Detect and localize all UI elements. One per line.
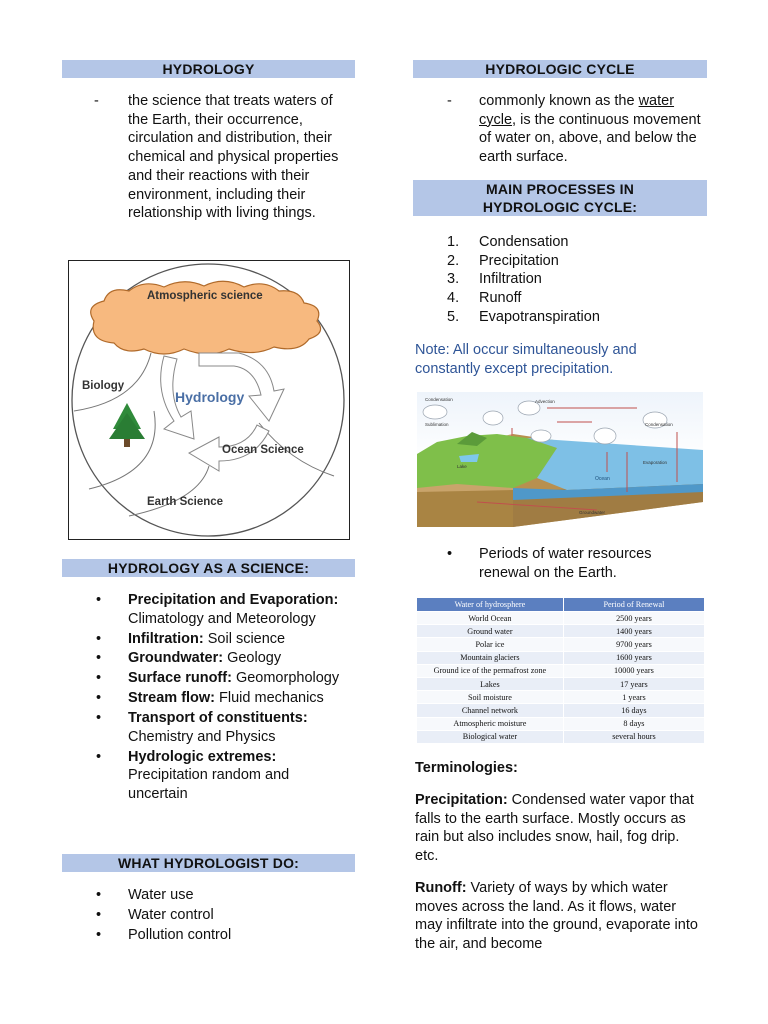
process-list-item [413,308,705,327]
process-list-item [413,252,705,271]
table-row [417,638,704,651]
process-name: Infiltration [479,271,542,288]
table-row [417,704,704,717]
water-type-cell: Ground ice of the permafrost zone [417,664,563,677]
table-row [417,691,704,704]
table-row [417,730,704,743]
groundwater-label: Groundwater [579,510,606,515]
science-list-item [62,709,352,746]
runoff-term: Runoff: [415,880,467,896]
biology-label: Biology [82,380,125,392]
process-list-item [413,289,705,308]
table-row [417,677,704,690]
renewal-table-container [417,598,704,743]
science-list-item [62,669,352,688]
hydrology-disciplines-figure [68,260,350,540]
renewal-period-cell: 8 days [563,717,704,730]
dash-marker: - [447,93,452,109]
water-type-cell: Mountain glaciers [417,651,563,664]
water-type-cell: Ground water [417,625,563,638]
ocean-science-label: Ocean Science [222,444,304,456]
science-list-item [62,689,352,708]
table-row [417,717,704,730]
process-name: Runoff [479,290,522,307]
process-name: Evapotranspiration [479,308,600,325]
list-item [62,886,352,905]
science-list-item [62,748,352,804]
water-type-cell: Biological water [417,730,563,743]
science-field: Precipitation random and uncertain [128,767,290,803]
science-field: Geology [223,650,282,667]
table-row [417,664,704,677]
water-type-cell: Polar ice [417,638,563,651]
bullet-marker: • [447,546,453,562]
hydrology-definition-item [62,92,352,223]
atmospheric-science-label: Atmospheric science [147,290,263,302]
table-row [417,612,704,625]
science-term: Infiltration: [128,630,204,647]
hydrology-center-label: Hydrology [175,389,245,405]
bullet-marker: • [96,592,102,608]
cycle-definition: commonly known as the water cycle, is the continuous movement of water on, above, and below the earth surface. [479,93,701,166]
renewal-period-cell: several hours [563,730,704,743]
table-row [417,625,704,638]
water-type-cell: Atmospheric moisture [417,717,563,730]
science-list-item [62,649,352,668]
bullet-marker: • [96,670,102,687]
science-field: Climatology and Meteorology [128,610,316,627]
renewal-table [417,598,704,743]
pollution-control-text: Pollution control [128,927,232,943]
bullet-marker: • [96,710,102,727]
water-type-cell: World Ocean [417,612,563,625]
bullet-marker: • [96,630,102,647]
bullet-marker: • [96,650,102,667]
precipitation-desc: Condensed water vapor that falls to the earth surface. Mostly occurs as rain but also includes snow, hail, fog drip. etc. [415,792,694,865]
earth-science-label: Earth Science [147,496,224,508]
hydrologist-list [62,886,352,945]
renewal-period-cell: 2500 years [563,612,704,625]
science-field: Fluid mechanics [215,690,324,707]
table-header-row [417,598,704,612]
bullet-marker: • [96,690,102,707]
science-field: Chemistry and Physics [128,728,276,745]
water-type-cell: Soil moisture [417,691,563,704]
water-type-cell: Lakes [417,677,563,690]
what-hydrologist-do-heading: WHAT HYDROLOGIST DO: [62,854,355,872]
terminologies-heading: Terminologies: [415,760,518,776]
list-item [62,926,352,945]
processes-note: Note: All occur simultaneously and constantly except precipitation. [415,342,637,377]
renewal-period-cell: 1600 years [563,651,704,664]
science-term: Hydrologic extremes: [128,748,277,765]
renewal-period-cell: 16 days [563,704,704,717]
condensation-right-label: Condensation [645,422,673,427]
cycle-definition-item [413,92,705,167]
hydrologic-cycle-heading: HYDROLOGIC CYCLE [413,60,707,78]
precipitation-definition [415,791,705,866]
number-marker: 2. [447,252,460,269]
number-marker: 4. [447,290,460,307]
number-marker: 5. [447,308,460,325]
sublimation-label: Sublimation [425,422,449,427]
process-list-item [413,270,705,289]
renewal-bullet-item [413,545,705,582]
precipitation-term: Precipitation: [415,792,508,808]
main-processes-heading-text: MAIN PROCESSES IN HYDROLOGIC CYCLE: [482,181,638,215]
science-field: Geomorphology [231,670,340,687]
bullet-marker: • [96,907,102,923]
bedrock-left [417,490,513,527]
dash-marker: - [94,93,99,109]
water-cycle-svg [417,392,703,528]
column-header: Period of Renewal [563,598,704,612]
ocean-label: Ocean [595,476,610,482]
water-control-text: Water control [128,907,214,923]
processes-list [413,233,705,327]
renewal-bullet-text: Periods of water resources renewal on the Earth. [479,546,652,581]
science-term: Surface runoff: [128,670,232,687]
condensation-left-label: Condensation [425,397,453,402]
evaporation-label: Evaporation [643,460,668,465]
process-name: Condensation [479,234,569,250]
science-list [62,591,352,805]
list-item [62,906,352,925]
hydrology-as-science-heading: HYDROLOGY AS A SCIENCE: [62,559,355,577]
renewal-period-cell: 10000 years [563,664,704,677]
water-cycle-diagram [417,392,703,528]
runoff-definition [415,879,705,954]
figure-svg [69,261,348,538]
science-field: Soil science [203,630,286,647]
number-marker: 3. [447,271,460,288]
water-cycle-term: water cycle [479,93,675,128]
water-type-cell: Channel network [417,704,563,717]
science-term: Stream flow: [128,690,216,707]
table-row [417,651,704,664]
renewal-period-cell: 1400 years [563,625,704,638]
hydrology-heading: HYDROLOGY [62,60,355,78]
process-list-item [413,233,705,252]
number-marker: 1. [447,234,460,250]
science-term: Precipitation and Evaporation: [128,592,339,608]
runoff-desc: Variety of ways by which water moves across the land. As it flows, water may infiltrate into the ground, evaporate into the air, and become [415,880,698,953]
bullet-marker: • [96,748,102,765]
advection-label: Advection [535,399,555,404]
science-term: Transport of constituents: [128,710,308,727]
hydrology-definition: the science that treats waters of the Earth, their occurrence, circulation and distribution, their chemical and physical properties and their reactions with their environment, including their relationship with living things. [128,93,339,222]
science-list-item [62,591,352,628]
bullet-marker: • [96,927,102,943]
bullet-marker: • [96,887,102,903]
process-name: Precipitation [479,252,559,269]
renewal-period-cell: 9700 years [563,638,704,651]
science-list-item [62,630,352,649]
column-header: Water of hydrosphere [417,598,563,612]
renewal-period-cell: 1 years [563,691,704,704]
water-use-text: Water use [128,887,194,903]
main-processes-heading [413,180,707,216]
renewal-period-cell: 17 years [563,677,704,690]
lake-label: Lake [457,464,467,469]
science-term: Groundwater: [128,650,224,667]
